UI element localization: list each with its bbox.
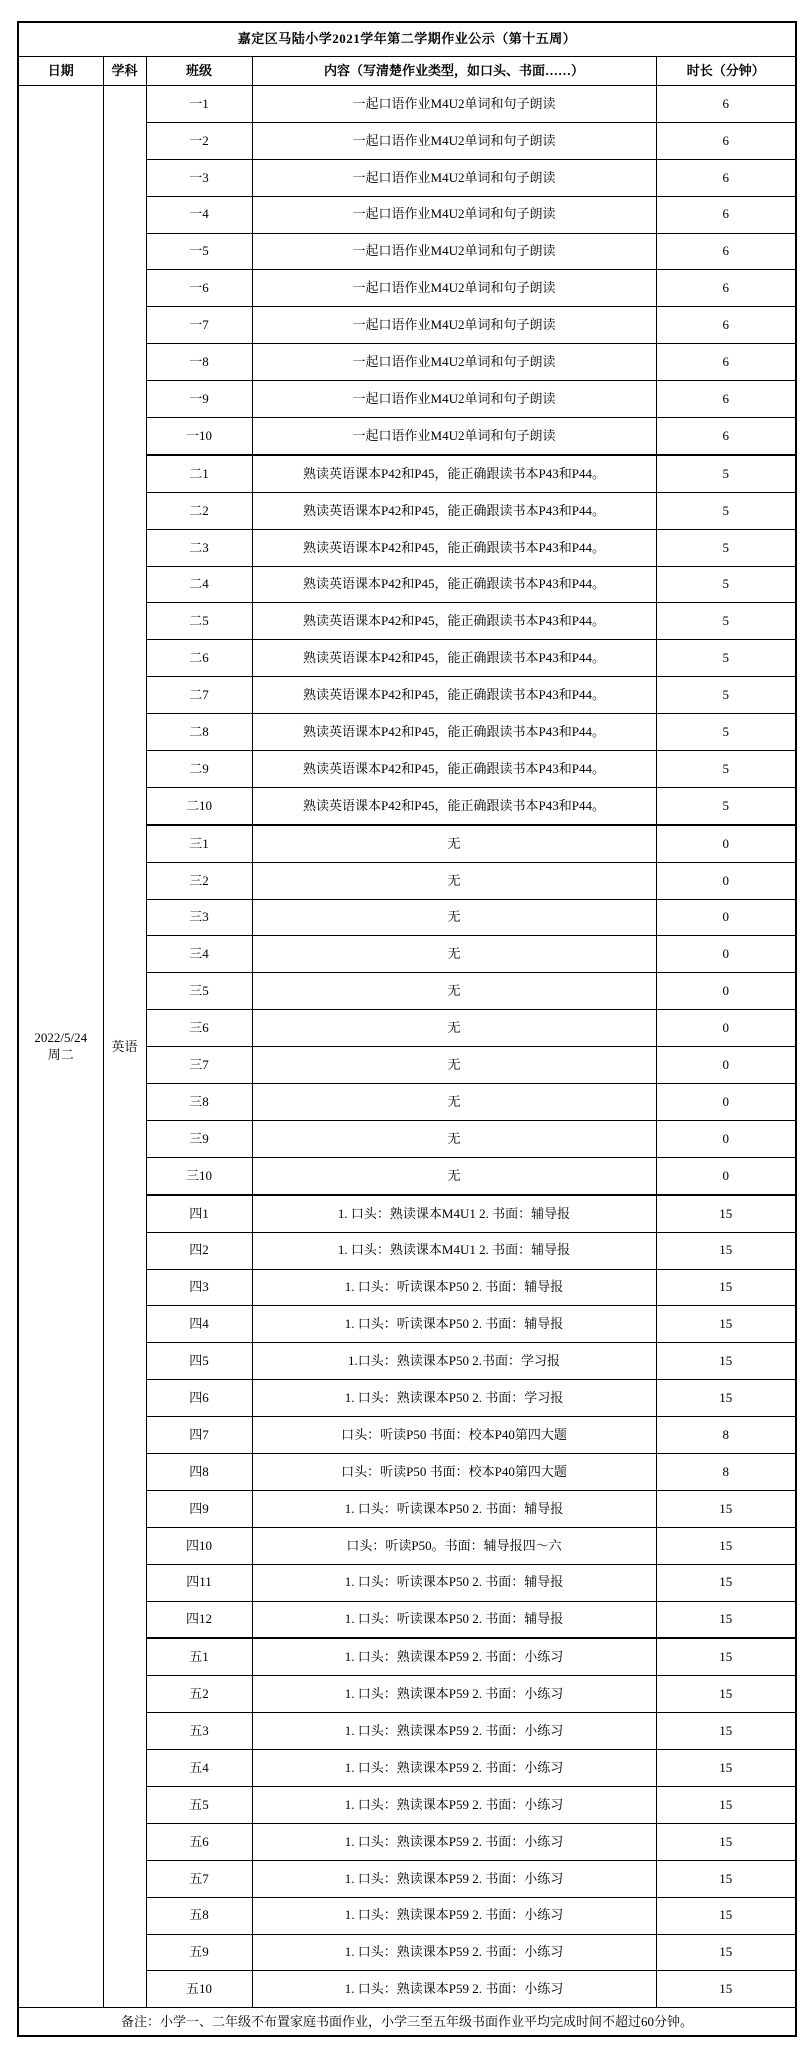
content-cell: 一起口语作业M4U2单词和句子朗读 — [252, 307, 656, 344]
class-cell: 四12 — [146, 1601, 252, 1638]
minutes-cell: 5 — [656, 751, 796, 788]
minutes-cell: 5 — [656, 640, 796, 677]
minutes-cell: 0 — [656, 1047, 796, 1084]
class-cell: 二10 — [146, 787, 252, 824]
weekday-value: 周二 — [47, 1046, 74, 1062]
content-cell: 口头：听读P50 书面：校本P40第四大题 — [252, 1417, 656, 1454]
content-cell: 1. 口头：熟读课本P59 2. 书面：小练习 — [252, 1638, 656, 1675]
class-cell: 二2 — [146, 492, 252, 529]
header-date: 日期 — [18, 57, 103, 86]
content-cell: 1. 口头：熟读课本P59 2. 书面：小练习 — [252, 1823, 656, 1860]
minutes-cell: 0 — [656, 862, 796, 899]
content-cell: 熟读英语课本P42和P45，能正确跟读书本P43和P44。 — [252, 603, 656, 640]
class-cell: 三9 — [146, 1120, 252, 1157]
class-cell: 四9 — [146, 1490, 252, 1527]
class-cell: 二3 — [146, 529, 252, 566]
minutes-cell: 5 — [656, 714, 796, 751]
content-cell: 无 — [252, 1120, 656, 1157]
class-cell: 三10 — [146, 1157, 252, 1194]
content-cell: 1. 口头：熟读课本P59 2. 书面：小练习 — [252, 1713, 656, 1750]
class-cell: 四6 — [146, 1380, 252, 1417]
class-cell: 二1 — [146, 455, 252, 492]
minutes-cell: 6 — [656, 233, 796, 270]
class-cell: 三5 — [146, 973, 252, 1010]
class-cell: 三3 — [146, 899, 252, 936]
class-cell: 一2 — [146, 122, 252, 159]
class-cell: 五2 — [146, 1676, 252, 1713]
content-cell: 一起口语作业M4U2单词和句子朗读 — [252, 418, 656, 455]
class-cell: 一8 — [146, 344, 252, 381]
content-cell: 1. 口头：熟读课本P59 2. 书面：小练习 — [252, 1676, 656, 1713]
class-cell: 三4 — [146, 936, 252, 973]
date-cell — [18, 86, 103, 2008]
content-cell: 无 — [252, 1084, 656, 1121]
content-cell: 无 — [252, 825, 656, 862]
class-cell: 四5 — [146, 1343, 252, 1380]
content-cell: 一起口语作业M4U2单词和句子朗读 — [252, 344, 656, 381]
content-cell: 熟读英语课本P42和P45，能正确跟读书本P43和P44。 — [252, 787, 656, 824]
content-cell: 1. 口头：熟读课本M4U1 2. 书面：辅导报 — [252, 1232, 656, 1269]
content-cell: 熟读英语课本P42和P45，能正确跟读书本P43和P44。 — [252, 529, 656, 566]
class-cell: 一9 — [146, 381, 252, 418]
minutes-cell: 15 — [656, 1232, 796, 1269]
class-cell: 二8 — [146, 714, 252, 751]
content-cell: 一起口语作业M4U2单词和句子朗读 — [252, 233, 656, 270]
content-cell: 1. 口头：熟读课本M4U1 2. 书面：辅导报 — [252, 1195, 656, 1232]
date-value: 2022/5/24 — [34, 1030, 88, 1046]
content-cell: 无 — [252, 973, 656, 1010]
minutes-cell: 15 — [656, 1860, 796, 1897]
minutes-cell: 15 — [656, 1343, 796, 1380]
content-cell: 熟读英语课本P42和P45，能正确跟读书本P43和P44。 — [252, 492, 656, 529]
class-cell: 四10 — [146, 1527, 252, 1564]
minutes-cell: 15 — [656, 1380, 796, 1417]
class-cell: 三8 — [146, 1084, 252, 1121]
class-cell: 一3 — [146, 159, 252, 196]
content-cell: 1.口头：熟读课本P50 2.书面：学习报 — [252, 1343, 656, 1380]
content-cell: 无 — [252, 899, 656, 936]
content-cell: 熟读英语课本P42和P45，能正确跟读书本P43和P44。 — [252, 677, 656, 714]
minutes-cell: 15 — [656, 1713, 796, 1750]
content-cell: 1. 口头：熟读课本P59 2. 书面：小练习 — [252, 1934, 656, 1971]
content-cell: 无 — [252, 1157, 656, 1194]
content-cell: 1. 口头：熟读课本P59 2. 书面：小练习 — [252, 1860, 656, 1897]
content-cell: 1. 口头：听读课本P50 2. 书面：辅导报 — [252, 1490, 656, 1527]
class-cell: 五10 — [146, 1971, 252, 2008]
minutes-cell: 15 — [656, 1527, 796, 1564]
minutes-cell: 15 — [656, 1306, 796, 1343]
minutes-cell: 6 — [656, 307, 796, 344]
class-cell: 四7 — [146, 1417, 252, 1454]
class-cell: 一7 — [146, 307, 252, 344]
minutes-cell: 15 — [656, 1786, 796, 1823]
minutes-cell: 5 — [656, 787, 796, 824]
header-subject: 学科 — [103, 57, 146, 86]
subject-cell: 英语 — [103, 86, 146, 2008]
content-cell: 无 — [252, 936, 656, 973]
class-cell: 四8 — [146, 1453, 252, 1490]
class-cell: 五3 — [146, 1713, 252, 1750]
content-cell: 一起口语作业M4U2单词和句子朗读 — [252, 86, 656, 123]
minutes-cell: 5 — [656, 603, 796, 640]
class-cell: 四4 — [146, 1306, 252, 1343]
class-cell: 五6 — [146, 1823, 252, 1860]
content-cell: 一起口语作业M4U2单词和句子朗读 — [252, 122, 656, 159]
minutes-cell: 15 — [656, 1676, 796, 1713]
content-cell: 一起口语作业M4U2单词和句子朗读 — [252, 270, 656, 307]
minutes-cell: 5 — [656, 455, 796, 492]
content-cell: 无 — [252, 862, 656, 899]
content-cell: 熟读英语课本P42和P45，能正确跟读书本P43和P44。 — [252, 714, 656, 751]
class-cell: 五1 — [146, 1638, 252, 1675]
minutes-cell: 0 — [656, 1120, 796, 1157]
content-cell: 1. 口头：听读课本P50 2. 书面：辅导报 — [252, 1601, 656, 1638]
minutes-cell: 0 — [656, 825, 796, 862]
minutes-cell: 15 — [656, 1490, 796, 1527]
class-cell: 三6 — [146, 1010, 252, 1047]
content-cell: 一起口语作业M4U2单词和句子朗读 — [252, 159, 656, 196]
header-class: 班级 — [146, 57, 252, 86]
class-cell: 四3 — [146, 1269, 252, 1306]
class-cell: 四11 — [146, 1564, 252, 1601]
content-cell: 一起口语作业M4U2单词和句子朗读 — [252, 196, 656, 233]
class-cell: 二7 — [146, 677, 252, 714]
content-cell: 一起口语作业M4U2单词和句子朗读 — [252, 381, 656, 418]
class-cell: 二4 — [146, 566, 252, 603]
content-cell: 熟读英语课本P42和P45，能正确跟读书本P43和P44。 — [252, 640, 656, 677]
content-cell: 1. 口头：听读课本P50 2. 书面：辅导报 — [252, 1269, 656, 1306]
header-duration: 时长（分钟） — [656, 57, 796, 86]
class-cell: 四1 — [146, 1195, 252, 1232]
minutes-cell: 0 — [656, 899, 796, 936]
minutes-cell: 15 — [656, 1601, 796, 1638]
table-row — [18, 86, 796, 123]
minutes-cell: 0 — [656, 1084, 796, 1121]
content-cell: 熟读英语课本P42和P45，能正确跟读书本P43和P44。 — [252, 751, 656, 788]
minutes-cell: 15 — [656, 1750, 796, 1787]
class-cell: 一4 — [146, 196, 252, 233]
class-cell: 五4 — [146, 1750, 252, 1787]
content-cell: 1. 口头：熟读课本P59 2. 书面：小练习 — [252, 1750, 656, 1787]
content-cell: 口头：听读P50。书面：辅导报四～六 — [252, 1527, 656, 1564]
minutes-cell: 6 — [656, 344, 796, 381]
minutes-cell: 6 — [656, 381, 796, 418]
minutes-cell: 0 — [656, 973, 796, 1010]
class-cell: 五9 — [146, 1934, 252, 1971]
footer-row — [18, 2008, 796, 2037]
title-row — [18, 22, 796, 57]
minutes-cell: 15 — [656, 1195, 796, 1232]
page-title: 嘉定区马陆小学2021学年第二学期作业公示（第十五周） — [18, 22, 796, 57]
class-cell: 一5 — [146, 233, 252, 270]
minutes-cell: 15 — [656, 1897, 796, 1934]
class-cell: 四2 — [146, 1232, 252, 1269]
class-cell: 五5 — [146, 1786, 252, 1823]
content-cell: 1. 口头：熟读课本P59 2. 书面：小练习 — [252, 1897, 656, 1934]
minutes-cell: 5 — [656, 529, 796, 566]
class-cell: 二5 — [146, 603, 252, 640]
content-cell: 1. 口头：熟读课本P50 2. 书面：学习报 — [252, 1380, 656, 1417]
minutes-cell: 15 — [656, 1823, 796, 1860]
content-cell: 熟读英语课本P42和P45，能正确跟读书本P43和P44。 — [252, 566, 656, 603]
content-cell: 1. 口头：熟读课本P59 2. 书面：小练习 — [252, 1786, 656, 1823]
minutes-cell: 15 — [656, 1269, 796, 1306]
minutes-cell: 5 — [656, 566, 796, 603]
minutes-cell: 6 — [656, 270, 796, 307]
class-cell: 一10 — [146, 418, 252, 455]
minutes-cell: 8 — [656, 1417, 796, 1454]
class-cell: 二9 — [146, 751, 252, 788]
content-cell: 熟读英语课本P42和P45，能正确跟读书本P43和P44。 — [252, 455, 656, 492]
footer-note: 备注：小学一、二年级不布置家庭书面作业，小学三至五年级书面作业平均完成时间不超过60分钟。 — [18, 2008, 796, 2037]
class-cell: 五8 — [146, 1897, 252, 1934]
content-cell: 1. 口头：听读课本P50 2. 书面：辅导报 — [252, 1564, 656, 1601]
minutes-cell: 6 — [656, 196, 796, 233]
minutes-cell: 15 — [656, 1564, 796, 1601]
minutes-cell: 15 — [656, 1971, 796, 2008]
header-content: 内容（写清楚作业类型，如口头、书面……） — [252, 57, 656, 86]
minutes-cell: 0 — [656, 1010, 796, 1047]
minutes-cell: 6 — [656, 86, 796, 123]
minutes-cell: 0 — [656, 936, 796, 973]
content-cell: 无 — [252, 1047, 656, 1084]
content-cell: 1. 口头：听读课本P50 2. 书面：辅导报 — [252, 1306, 656, 1343]
minutes-cell: 5 — [656, 677, 796, 714]
class-cell: 三2 — [146, 862, 252, 899]
minutes-cell: 15 — [656, 1638, 796, 1675]
minutes-cell: 8 — [656, 1453, 796, 1490]
homework-table — [17, 21, 797, 2037]
class-cell: 二6 — [146, 640, 252, 677]
minutes-cell: 15 — [656, 1934, 796, 1971]
minutes-cell: 0 — [656, 1157, 796, 1194]
minutes-cell: 5 — [656, 492, 796, 529]
homework-sheet — [17, 21, 795, 2037]
class-cell: 三7 — [146, 1047, 252, 1084]
class-cell: 五7 — [146, 1860, 252, 1897]
class-cell: 一1 — [146, 86, 252, 123]
rows-body — [18, 22, 796, 2036]
class-cell: 一6 — [146, 270, 252, 307]
class-cell: 三1 — [146, 825, 252, 862]
content-cell: 口头：听读P50 书面：校本P40第四大题 — [252, 1453, 656, 1490]
minutes-cell: 6 — [656, 159, 796, 196]
minutes-cell: 6 — [656, 122, 796, 159]
content-cell: 无 — [252, 1010, 656, 1047]
content-cell: 1. 口头：熟读课本P59 2. 书面：小练习 — [252, 1971, 656, 2008]
minutes-cell: 6 — [656, 418, 796, 455]
header-row — [18, 57, 796, 86]
